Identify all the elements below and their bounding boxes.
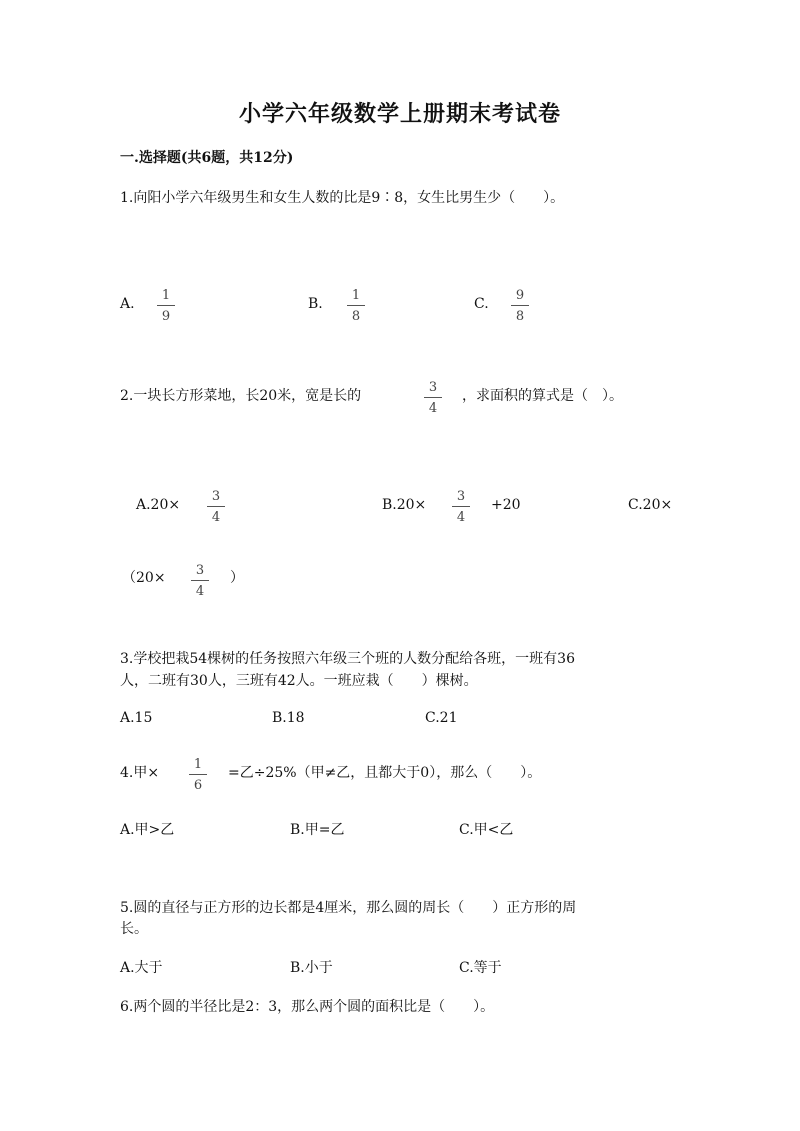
q2-option-b-prefix: B.20× [382,497,427,513]
fraction-denominator: 4 [211,510,221,525]
fraction-numerator: 3 [195,563,205,578]
q3-option-a: A.15 [120,710,153,726]
fraction-numerator: 3 [211,489,221,504]
fraction-denominator: 8 [515,309,525,324]
question-5-line-1: 5.圆的直径与正方形的边长都是4厘米，那么圆的周长（ ）正方形的周 [120,900,577,916]
q2-option-a-fraction [204,490,228,524]
fraction-bar [189,774,207,775]
question-5-line-2: 长。 [120,921,148,937]
q1-option-a-fraction [154,289,178,323]
question-2-text-after: ，求面积的算式是（ ）。 [462,388,623,404]
fraction-denominator: 4 [456,510,466,525]
question-3-line-2: 人，二班有30人，三班有42人。一班应栽（ ）棵树。 [120,673,478,689]
fraction-denominator: 4 [428,401,438,416]
question-4-prefix: 4.甲× [120,765,160,781]
q4-option-b: B.甲=乙 [290,822,345,838]
q5-option-b: B.小于 [290,960,333,976]
fraction-numerator: 1 [193,757,203,772]
q2-option-c-prefix: C.20× [628,497,673,513]
q2-option-c-fraction [188,564,212,598]
fraction-bar [424,397,442,398]
question-4-suffix: =乙÷25%（甲≠乙，且都大于0），那么（ ）。 [228,765,542,781]
fraction-numerator: 3 [428,380,438,395]
q5-option-a: A.大于 [120,960,163,976]
q2-option-b-fraction [449,490,473,524]
q5-option-c: C.等于 [459,960,502,976]
fraction-numerator: 3 [456,489,466,504]
q1-option-b-fraction [344,289,368,323]
q1-option-c-fraction [508,289,532,323]
q2-option-a-prefix: A.20× [136,497,181,513]
fraction-numerator: 1 [161,288,171,303]
fraction-bar [157,305,175,306]
question-1: 1.向阳小学六年级男生和女生人数的比是9∶8，女生比男生少（ ）。 [120,190,565,206]
question-6: 6.两个圆的半径比是2：3，那么两个圆的面积比是（ ）。 [120,999,495,1015]
fraction-bar [207,506,225,507]
fraction-numerator: 1 [351,288,361,303]
question-3-line-1: 3.学校把栽54棵树的任务按照六年级三个班的人数分配给各班，一班有36 [120,651,575,667]
fraction-denominator: 8 [351,309,361,324]
q3-option-b: B.18 [272,710,305,726]
page-title: 小学六年级数学上册期末考试卷 [238,101,561,127]
question-2-text-before: 2.一块长方形菜地，长20米，宽是长的 [120,388,362,404]
q4-fraction [186,758,210,792]
section-heading: 一.选择题(共6题，共12分) [120,150,294,166]
q4-option-a: A.甲>乙 [120,822,175,838]
q1-option-a-label: A. [120,296,135,312]
q1-option-c-label: C. [474,296,489,312]
q2-fraction [421,381,445,415]
fraction-denominator: 6 [193,778,203,793]
q3-option-c: C.21 [425,710,458,726]
fraction-denominator: 4 [195,584,205,599]
q2-option-c-cont-suffix: ） [230,570,244,586]
fraction-bar [511,305,529,306]
q2-option-b-suffix: +20 [491,497,521,513]
q2-option-c-cont-prefix: （20× [122,570,166,586]
fraction-bar [347,305,365,306]
fraction-bar [452,506,470,507]
fraction-denominator: 9 [161,309,171,324]
fraction-bar [191,580,209,581]
q4-option-c: C.甲<乙 [459,822,514,838]
fraction-numerator: 9 [515,288,525,303]
q1-option-b-label: B. [308,296,323,312]
